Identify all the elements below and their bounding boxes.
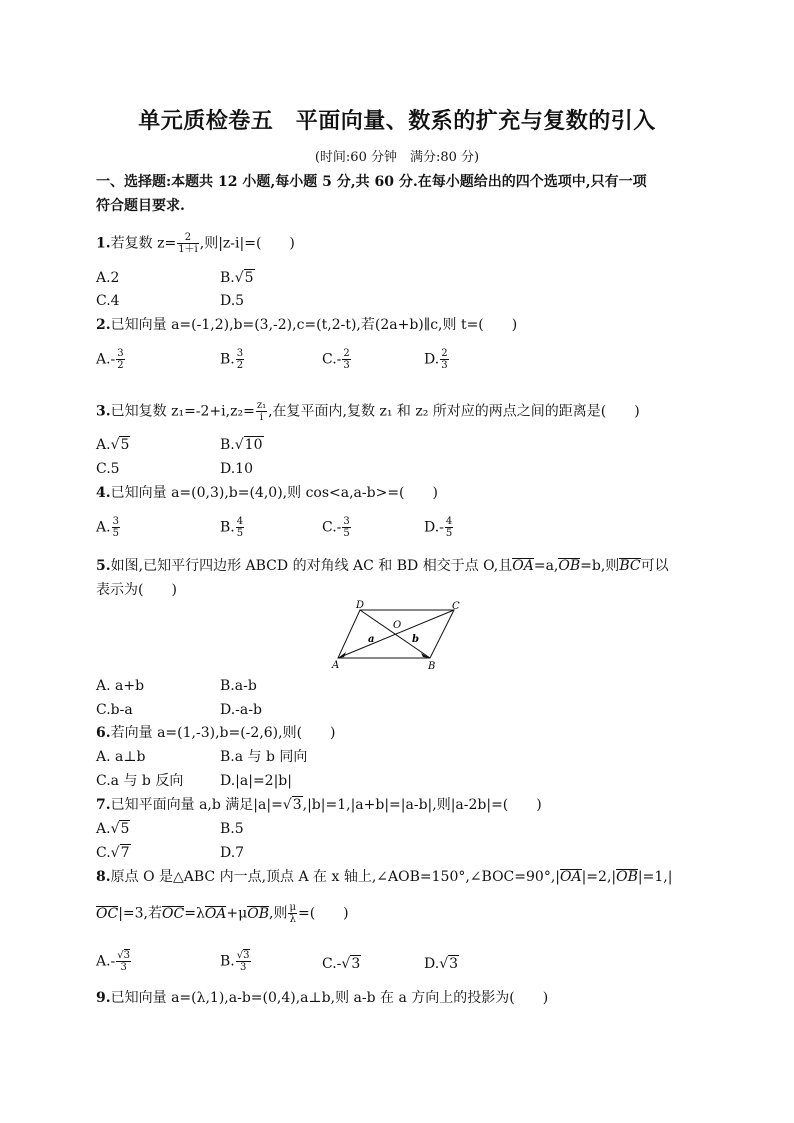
q1-option-d: D.5 xyxy=(220,293,245,309)
question-5-cont: 表示为( ) xyxy=(96,582,177,598)
q6-option-a: A. a⊥b xyxy=(96,749,146,765)
q6-option-b: B.a 与 b 同向 xyxy=(220,749,308,765)
q8-option-c: C.-√3 xyxy=(322,956,361,972)
label-c: C xyxy=(452,601,460,612)
q7-option-d: D.7 xyxy=(220,845,245,861)
question-4: 4.已知向量 a=(0,3),b=(4,0),则 cos<a,a-b>=( ) xyxy=(96,485,438,501)
page-title: 单元质检卷五 平面向量、数系的扩充与复数的引入 xyxy=(138,108,656,134)
parallelogram-figure xyxy=(330,600,460,672)
section-heading: 一、选择题:本题共 12 小题,每小题 5 分,共 60 分.在每小题给出的四个选项中,只有一项 xyxy=(96,174,647,190)
q5-option-d: D.-a-b xyxy=(220,702,262,718)
q3-option-b: B.√10 xyxy=(220,437,263,453)
q2-option-d: D. $\frac{2}{3}$ xyxy=(424,348,448,371)
label-a: A xyxy=(332,660,340,671)
arrow-to-b xyxy=(421,653,430,658)
question-8: 8.原点 O 是△ABC 内一点,顶点 A 在 x 轴上,∠AOB=150°,∠BOC=90°,|OA|=2,|OB|=1,| xyxy=(96,869,673,885)
q6-option-d: D.|a|=2|b| xyxy=(220,773,292,789)
label-vector-a: a xyxy=(368,634,375,645)
q4-option-d: D.- $\frac{4}{5}$ xyxy=(424,516,453,539)
q8-option-d: D.√3 xyxy=(424,956,459,972)
label-d: D xyxy=(356,600,365,611)
q2-option-b: B. $\frac{3}{2}$ xyxy=(220,348,244,371)
question-8-cont: OC|=3,若OC=λOA+μOB,则 $\frac{\mu}{\lambda}$ =( ) xyxy=(96,902,349,925)
section-heading-cont: 符合题目要求. xyxy=(96,198,185,214)
question-5: 5.如图,已知平行四边形 ABCD 的对角线 AC 和 BD 相交于点 O,且OA=a,OB=b,则BC可以 xyxy=(96,558,669,574)
q7-option-c: C.√7 xyxy=(96,845,130,861)
q8-option-a: A.- $\frac{√3}{3}$ xyxy=(96,950,131,973)
q3-option-c: C.5 xyxy=(96,461,120,477)
q3-option-d: D.10 xyxy=(220,461,253,477)
q5-option-a: A. a+b xyxy=(96,678,145,694)
q2-option-a: A.- $\frac{3}{2}$ xyxy=(96,348,124,371)
label-vector-b: b xyxy=(412,634,419,645)
q3-option-a: A.√5 xyxy=(96,437,130,453)
question-2: 2.已知向量 a=(-1,2),b=(3,-2),c=(t,2-t),若(2a+b)∥c,则 t=( ) xyxy=(96,317,518,333)
q4-option-c: C.- $\frac{3}{5}$ xyxy=(322,516,350,539)
q4-option-a: A. $\frac{3}{5}$ xyxy=(96,516,119,539)
question-3: 3.已知复数 z₁=-2+i,z₂= $\frac{\text{z₁}}{i}$ ,在复平面内,复数 z₁ 和 z₂ 所对应的两点之间的距离是( ) xyxy=(96,400,640,423)
q1-option-a: A.2 xyxy=(96,270,120,286)
q8-option-b: B. $\frac{√3}{3}$ xyxy=(220,950,250,973)
q2-option-c: C.- $\frac{2}{3}$ xyxy=(322,348,350,371)
question-6: 6.若向量 a=(1,-3),b=(-2,6),则( ) xyxy=(96,725,336,741)
q6-option-c: C.a 与 b 反向 xyxy=(96,773,184,789)
q4-option-b: B. $\frac{4}{5}$ xyxy=(220,516,244,539)
question-7: 7.已知平面向量 a,b 满足|a|=√3,|b|=1,|a+b|=|a-b|,则|a-2b|=( ) xyxy=(96,797,542,813)
q1-option-c: C.4 xyxy=(96,293,120,309)
q1-option-b: B.√5 xyxy=(220,270,254,286)
q5-option-c: C.b-a xyxy=(96,702,133,718)
q5-option-b: B.a-b xyxy=(220,678,257,694)
q7-option-b: B.5 xyxy=(220,821,244,837)
label-b: B xyxy=(428,661,436,672)
page-subtitle: (时间:60 分钟 满分:80 分) xyxy=(314,150,480,165)
fraction: $\frac{2}{1+i}$ xyxy=(178,232,198,255)
q7-option-a: A.√5 xyxy=(96,821,130,837)
diagonal-ac xyxy=(338,610,454,658)
question-1: 1.若复数 z= $\frac{2}{1+i}$ ,则|z-i|=( ) xyxy=(96,232,295,255)
label-o: O xyxy=(393,620,402,631)
question-9: 9.已知向量 a=(λ,1),a-b=(0,4),a⊥b,则 a-b 在 a 方向上的投影为( ) xyxy=(96,990,549,1006)
